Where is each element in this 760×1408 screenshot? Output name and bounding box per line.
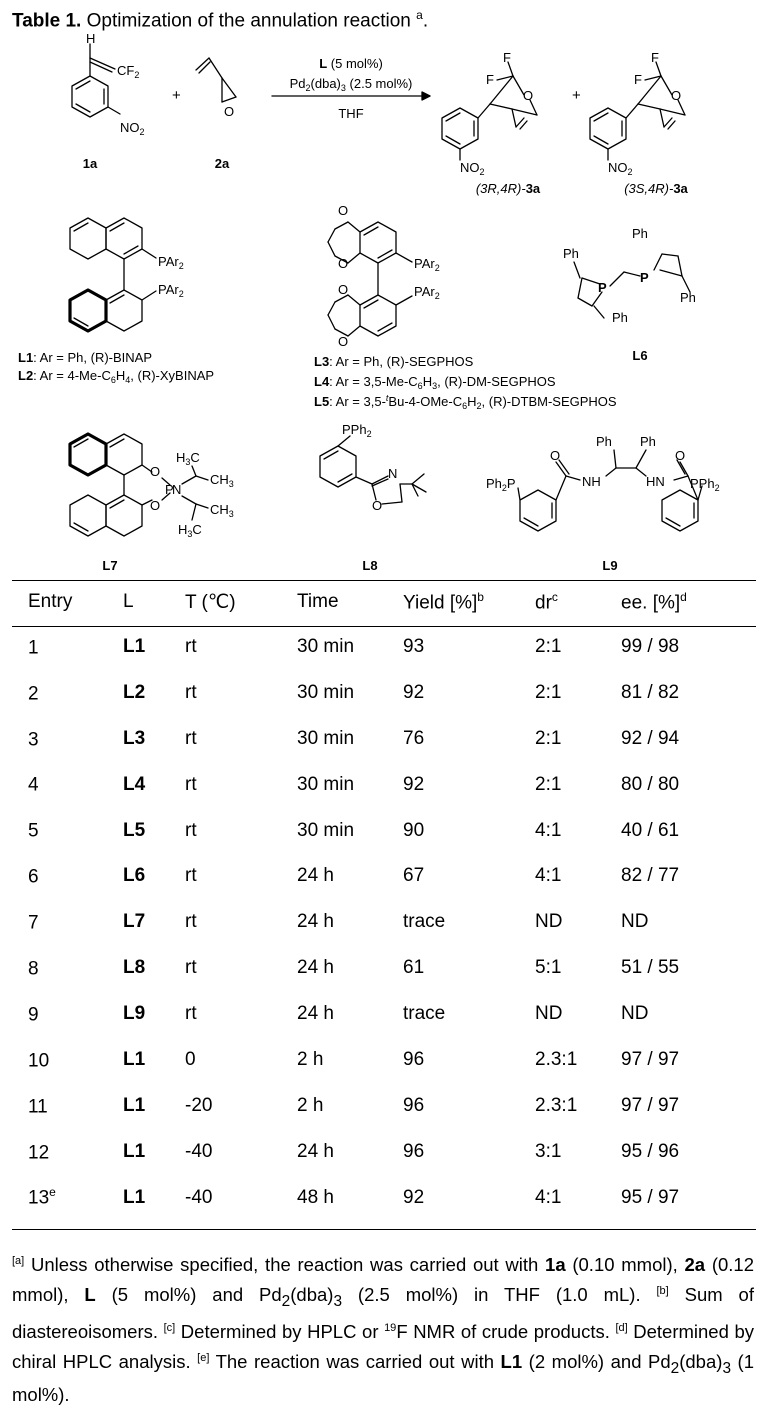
cell-time: 24 h — [297, 957, 334, 979]
table-row — [12, 991, 756, 1037]
cell-entry: 12 — [28, 1141, 50, 1163]
cell-dr: ND — [535, 911, 563, 933]
atom-label: P — [640, 270, 649, 285]
atom-label: PAr$_2$ — [414, 284, 440, 301]
atom-label: PPh$_2$ — [690, 476, 720, 493]
cell-ee: 40 / 61 — [621, 819, 680, 841]
cell-ee: 97 / 97 — [621, 1048, 680, 1070]
cell-ligand: L7 — [123, 911, 146, 933]
footnote-superscript: 19 — [384, 1322, 397, 1334]
cell-entry: 4 — [28, 774, 39, 796]
atom-label: F — [486, 72, 494, 87]
cell-ee: 99 / 98 — [621, 635, 680, 657]
table-row — [12, 1083, 756, 1129]
structure-L7 — [70, 434, 208, 536]
footnote-compound: L — [84, 1284, 96, 1306]
condition-ligand: L (5 mol%) — [319, 56, 383, 71]
ligand-def-L1: L1: Ar = Ph, (R)-BINAP — [18, 350, 153, 365]
header-ee: ee. [%]$^d$ — [621, 589, 687, 614]
cell-ee: ND — [621, 911, 649, 933]
footnote-mark: [d] — [615, 1322, 628, 1334]
atom-label: F — [651, 50, 659, 65]
header-entry: Entry — [28, 591, 73, 612]
cell-dr: 4:1 — [535, 865, 562, 887]
cell-entry: 13e — [28, 1185, 56, 1209]
cell-ee: 81 / 82 — [621, 681, 680, 703]
cell-entry: 9 — [28, 1004, 39, 1026]
product-label-3R4R: (3R,4R)-3a — [475, 181, 541, 196]
footnote-text: The reaction was carried out with — [209, 1351, 501, 1373]
footnote-compound: L1 — [500, 1351, 523, 1373]
cell-ligand: L6 — [123, 865, 146, 887]
cell-entry: 2 — [28, 683, 39, 704]
atom-label: PAr$_2$ — [158, 254, 184, 271]
cell-yield: trace — [403, 1003, 446, 1025]
atom-label: $NO_2$ — [460, 160, 485, 177]
cell-temperature: rt — [185, 773, 197, 795]
cell-time: 2 h — [297, 1048, 324, 1070]
caption-footnote-mark: a — [416, 8, 423, 22]
compound-label-1a: 1a — [82, 156, 98, 171]
cell-entry: 1 — [28, 637, 39, 659]
footnote-mark: [a] — [12, 1255, 25, 1267]
cell-ligand: L1 — [123, 1186, 146, 1208]
cell-dr: 3:1 — [535, 1140, 562, 1162]
atom-label: O — [671, 88, 682, 103]
cell-time: 24 h — [297, 911, 334, 933]
atom-label: $NO_2$ — [608, 160, 633, 177]
atom-label: $CF_2$ — [117, 63, 140, 80]
atom-label: O — [338, 203, 349, 218]
footnote-subscript: 2 — [670, 1360, 680, 1377]
cell-temperature: rt — [185, 957, 197, 979]
footnote-text: (1 mol%). — [12, 1351, 754, 1405]
cell-entry: 7 — [28, 912, 39, 934]
atom-label: $NO_2$ — [120, 120, 145, 137]
ligand-def-L4: L4: $Ar = 3,5-Me-C_6H_3$, (R)-DM-SEGPHOS — [314, 374, 556, 391]
ligand-def-L5: L5: $Ar = 3,5-^tBu-4-OMe-C_6H_2$, (R)-DTBM-SEGPHOS — [314, 393, 617, 411]
table-bottom-rule — [12, 1229, 756, 1230]
footnote-text: Unless otherwise specified, the reaction was carried out with — [24, 1254, 546, 1276]
cell-dr: 2:1 — [535, 773, 562, 795]
footnote-compound: 1a — [545, 1254, 566, 1276]
footnote-compound: 2a — [684, 1254, 706, 1276]
cell-entry: 10 — [28, 1050, 50, 1072]
header-yield: Yield [%]$^b$ — [403, 589, 484, 614]
header-dr: $dr^c$ — [535, 589, 558, 614]
atom-label: N — [172, 482, 182, 497]
cell-dr: 5:1 — [535, 957, 562, 979]
atom-label: F — [634, 72, 642, 87]
cell-time: 2 h — [297, 1094, 324, 1116]
atom-label: O — [675, 448, 686, 463]
atom-label: Ph — [612, 310, 628, 325]
atom-label: O — [338, 282, 349, 297]
atom-label: O — [338, 334, 349, 349]
atom-label: PAr$_2$ — [158, 282, 184, 299]
cell-dr: 2.3:1 — [535, 1094, 578, 1116]
cell-yield: 92 — [403, 773, 425, 795]
cell-dr: ND — [535, 1003, 563, 1025]
structure-segphos — [328, 222, 412, 336]
footnote-subscript: 3 — [722, 1360, 732, 1377]
cell-dr: 2.3:1 — [535, 1048, 578, 1070]
cell-time: 30 min — [297, 727, 355, 749]
atom-label: Ph — [596, 434, 612, 449]
cell-dr: 2:1 — [535, 635, 562, 657]
table-row — [12, 899, 756, 945]
cell-temperature: rt — [185, 865, 197, 887]
footnote-text: (dba) — [290, 1284, 334, 1306]
cell-temperature: rt — [185, 911, 197, 933]
cell-ligand: L9 — [123, 1003, 146, 1025]
table-row — [12, 716, 756, 762]
footnote-text: (5 mol%) and Pd — [95, 1284, 282, 1306]
cell-entry: 6 — [28, 866, 39, 888]
cell-ligand: L3 — [123, 727, 146, 749]
condition-catalyst: $Pd_2(dba)_3$ (2.5 mol%) — [289, 76, 413, 93]
atom-label: Ph — [680, 290, 696, 305]
cell-yield: 61 — [403, 957, 425, 979]
cell-temperature: -40 — [185, 1140, 213, 1162]
footnote-text: (dba) — [679, 1351, 723, 1373]
atom-label: O — [550, 448, 561, 463]
header-time: Time — [297, 591, 339, 612]
atom-label: O — [338, 256, 349, 271]
ligand-def-L3: L3: Ar = Ph, (R)-SEGPHOS — [314, 354, 474, 369]
table-row — [12, 1037, 756, 1083]
plus-sign: + — [172, 87, 181, 104]
cell-time: 30 min — [297, 681, 355, 703]
table-label: Table 1. — [12, 10, 82, 32]
atom-label: Ph — [563, 246, 579, 261]
cell-time: 30 min — [297, 635, 355, 657]
footnote-mark: [b] — [656, 1285, 669, 1298]
footnote-subscript: 2 — [281, 1293, 291, 1310]
atom-label: O — [372, 498, 383, 513]
footnote-text: Sum of diastereoisomers. — [12, 1284, 754, 1343]
cell-yield: 90 — [403, 819, 425, 841]
atom-label: $Ph_2P$ — [486, 476, 516, 493]
cell-time: 24 h — [297, 865, 334, 887]
cell-ligand: L1 — [123, 635, 146, 657]
product-label-3S4R: (3S,4R)-3a — [624, 181, 688, 196]
structure-2a — [196, 58, 236, 102]
cell-ligand: L4 — [123, 773, 146, 795]
atom-label: P — [165, 482, 174, 497]
cell-yield: 93 — [403, 635, 425, 657]
cell-temperature: rt — [185, 681, 197, 703]
cell-yield: trace — [403, 911, 446, 933]
cell-entry: 3 — [28, 728, 39, 750]
cell-time: 24 h — [297, 1140, 334, 1162]
atom-label: H — [86, 31, 96, 46]
results-table — [12, 580, 756, 1221]
cell-yield: 96 — [403, 1094, 425, 1116]
reaction-scheme — [0, 0, 760, 580]
cell-dr: 4:1 — [535, 819, 562, 841]
compound-label-2a: 2a — [214, 156, 230, 171]
footnote-mark: [e] — [197, 1352, 210, 1365]
footnote-text: (0.12 mmol), — [12, 1254, 754, 1306]
ligand-label-L7: L7 — [102, 558, 118, 573]
atom-label: PPh$_2$ — [342, 422, 372, 439]
table-row — [12, 945, 756, 991]
structure-1a — [72, 44, 120, 117]
table-row — [12, 624, 756, 670]
footnote-text: (2.5 mol%) in THF (1.0 mL). — [342, 1284, 657, 1306]
atom-label: NH — [582, 474, 601, 489]
table-row — [12, 1175, 756, 1221]
footnote-subscript: 3 — [333, 1293, 343, 1310]
footnote-text: Determined by HPLC or — [175, 1321, 385, 1343]
footnote-text: (2 mol%) and Pd — [522, 1351, 671, 1373]
cell-dr: 2:1 — [535, 727, 562, 749]
atom-label: HN — [646, 474, 665, 489]
structure-L6 — [574, 254, 690, 318]
cell-time: 30 min — [297, 773, 355, 795]
cell-ee: 92 / 94 — [621, 727, 680, 749]
cell-yield: 76 — [403, 727, 425, 749]
structure-L8 — [320, 436, 426, 504]
cell-time: 48 h — [297, 1186, 334, 1208]
header-ligand: L — [123, 591, 134, 612]
atom-label: Ph — [640, 434, 656, 449]
ligand-def-L2: L2: $Ar = 4-Me-C_6H_4$, (R)-XyBINAP — [18, 368, 215, 385]
cell-ligand: L5 — [123, 819, 146, 841]
cell-ee: 82 / 77 — [621, 865, 680, 887]
footnote-text: F NMR of crude products. — [396, 1321, 616, 1343]
cell-ee: ND — [621, 1003, 649, 1025]
atom-label: P — [598, 280, 607, 295]
plus-sign: + — [572, 87, 581, 104]
ligand-label-L8: L8 — [362, 558, 378, 573]
cell-dr: 4:1 — [535, 1186, 562, 1208]
atom-label: $CH_3$ — [210, 502, 234, 519]
cell-yield: 96 — [403, 1048, 425, 1070]
cell-time: 24 h — [297, 1003, 334, 1025]
table-row — [12, 808, 756, 854]
table-footnotes — [12, 1248, 754, 1408]
cell-temperature: rt — [185, 1003, 197, 1025]
cell-time: 30 min — [297, 819, 355, 841]
condition-solvent: THF — [338, 106, 364, 121]
atom-label: F — [503, 50, 511, 65]
cell-ee: 51 / 55 — [621, 957, 680, 979]
cell-ee: 97 / 97 — [621, 1094, 680, 1116]
cell-temperature: rt — [185, 727, 197, 749]
table-row — [12, 1129, 756, 1175]
cell-ligand: L2 — [123, 681, 146, 703]
structure-binap — [70, 218, 156, 331]
atom-label: N — [388, 466, 398, 481]
atom-label: $H_3C$ — [178, 522, 202, 539]
cell-ligand: L1 — [123, 1094, 146, 1116]
ligand-label-L9: L9 — [602, 558, 618, 573]
ligand-label-L6: L6 — [632, 348, 648, 363]
footnote-text: (0.10 mmol), — [565, 1254, 685, 1276]
cell-yield: 96 — [403, 1140, 425, 1162]
table-row — [12, 670, 756, 716]
atom-label: Ph — [632, 226, 648, 241]
cell-yield: 67 — [403, 865, 425, 887]
cell-temperature: rt — [185, 819, 197, 841]
table-caption: Optimization of the annulation reaction — [86, 10, 411, 32]
atom-label: $CH_3$ — [210, 472, 234, 489]
footnote-mark: [c] — [163, 1322, 176, 1334]
table-row — [12, 762, 756, 808]
cell-ligand: L1 — [123, 1048, 146, 1070]
cell-temperature: rt — [185, 635, 197, 657]
cell-entry: 11 — [28, 1096, 48, 1118]
header-temperature: T (℃) — [185, 591, 236, 613]
cell-ligand: L8 — [123, 957, 146, 979]
cell-temperature: -20 — [185, 1094, 213, 1116]
cell-yield: 92 — [403, 681, 425, 703]
cell-entry: 5 — [28, 820, 39, 842]
cell-yield: 92 — [403, 1186, 425, 1208]
cell-temperature: 0 — [185, 1048, 196, 1070]
atom-label: O — [224, 104, 235, 119]
table-header-row — [12, 580, 756, 624]
table-row — [12, 853, 756, 899]
atom-label: PAr$_2$ — [414, 256, 440, 273]
atom-label: O — [523, 88, 534, 103]
cell-dr: 2:1 — [535, 681, 562, 703]
cell-ee: 80 / 80 — [621, 773, 680, 795]
caption-period: . — [422, 10, 429, 32]
footnote-text: Determined by chiral HPLC analysis. — [12, 1321, 754, 1373]
cell-ee: 95 / 97 — [621, 1186, 680, 1208]
cell-temperature: -40 — [185, 1186, 213, 1208]
atom-label: $H_3C$ — [176, 450, 200, 467]
atom-label: O — [150, 498, 161, 513]
cell-ligand: L1 — [123, 1140, 146, 1162]
cell-entry: 8 — [28, 958, 39, 980]
cell-ee: 95 / 96 — [621, 1140, 680, 1162]
atom-label: O — [150, 464, 161, 479]
